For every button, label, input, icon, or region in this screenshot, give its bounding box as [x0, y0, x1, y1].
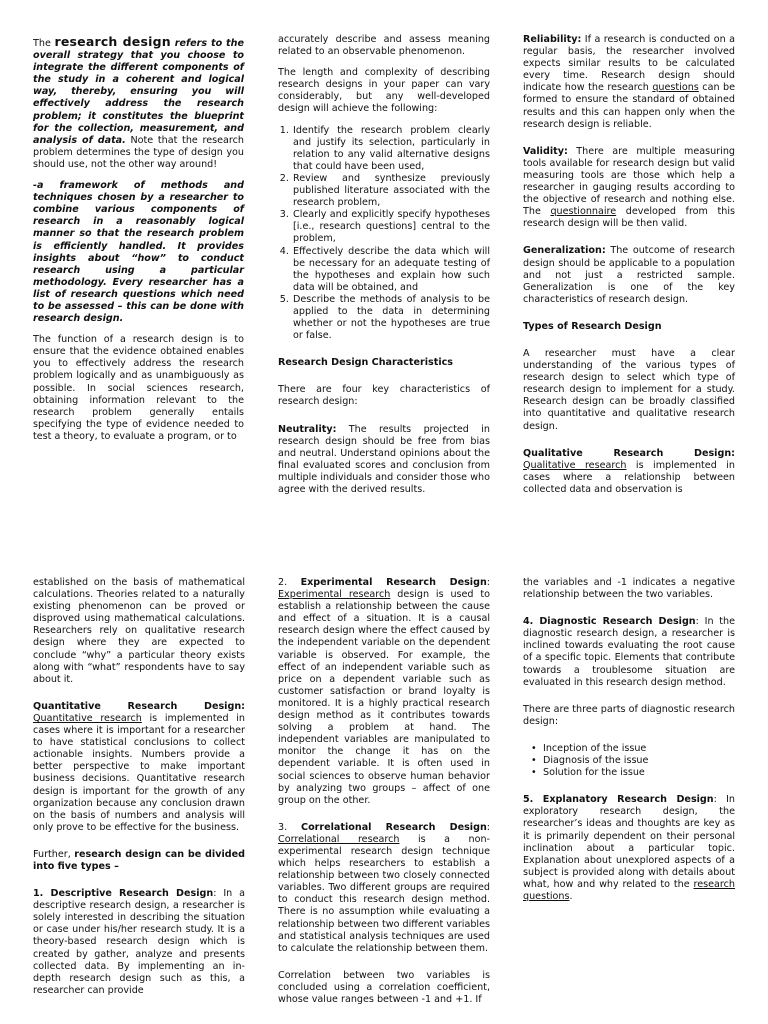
diagnostic-paragraph: 4. Diagnostic Research Design: In the diagnostic research design, a researcher is inclined towards evaluating the root cause of a specific topic. Elements that contribute towards a troublesome situation are evaluated in this research design method.	[523, 616, 735, 688]
research-design-definition: The research design refers to the overall strategy that you choose to integrate the different components of the study in a coherent and logical way, thereby, ensuring you will effectively address the research problem; it constitutes the blueprint for the collection, measurement, and analysis of data. Note that the research problem determines the type of design you should use, not the other way around!	[33, 34, 244, 170]
list-item: 3. Clearly and explicitly specify hypotheses [i.e., research questions] central to the problem,	[292, 209, 490, 245]
reliability-paragraph: Reliability: If a research is conducted on a regular basis, the researcher involved expects similar results to be calculated every time. Research design should indicate how the research questions can be formed to ensure the standard of obtained results and this can happen only when the research design is reliable.	[523, 34, 736, 130]
bottom-column-2	[278, 577, 490, 1015]
qualitative-paragraph: Qualitative Research Design: Qualitative research is implemented in cases where a relationship between collected data and observation is	[523, 447, 735, 495]
paragraph: Further, research design can be divided into five types –	[33, 848, 245, 872]
term-research-design: research design	[54, 34, 171, 49]
experimental-research-link[interactable]: Experimental research	[278, 589, 391, 601]
list-item: 5. Describe the methods of analysis to be applied to the data in determining whether or not the hypotheses are true or false.	[292, 294, 490, 342]
generalization-paragraph: Generalization: The outcome of research design should be applicable to a population and not just a restricted sample. Generalization is one of the key characteristics of research design.	[523, 245, 735, 305]
paragraph: Correlation between two variables is concluded using a correlation coefficient, whose value ranges between -1 and +1. If	[278, 969, 490, 1005]
list-item: 4. Effectively describe the data which will be necessary for an adequate testing of the hypotheses and explain how such data will be obtained, and	[292, 246, 490, 294]
paragraph: established on the basis of mathematical calculations. Theories related to a naturally existing phenomenon can be proved or disproved using mathematical calculations. Researchers rely on qualitative research design where they are expected to conclude “why” a particular theory exists along with “what” respondents have to say about it.	[33, 577, 245, 685]
experimental-paragraph: 2. Experimental Research Design: Experimental research design is used to establish a relationship between the cause and effect of a situation. It is a causal research design where the effect caused by the independent variable on the dependent variable is observed. For example, the effect of an independent variable such as price on a dependent variable such as customer satisfaction or brand loyalty is monitored. It is a highly practical research design method as it contributes towards solving a problem at hand. The independent variables are manipulated to monitor the change it has on the dependent variable. It is often used in social sciences to observe human behavior by analyzing two groups – affect of one group on the other.	[278, 577, 491, 806]
paragraph: The length and complexity of describing research designs in your paper can vary considerably, but any well-developed design will achieve the following:	[278, 67, 490, 115]
explanatory-paragraph: 5. Explanatory Research Design: In exploratory research design, the researcher’s ideas and thoughts are key as it is primarily dependent on their personal inclination about a particular topic. Explanation about unexplored aspects of a subject is provided along with details about what, how and why related to the research questions.	[523, 794, 735, 902]
validity-paragraph: Validity: There are multiple measuring tools available for research design but valid measuring tools are those which help a researcher in gauging results according to the objective of research and nothing else. The questionnaire developed from this research design will be then valid.	[523, 145, 735, 230]
diagnostic-parts-list	[523, 743, 735, 779]
section-heading: Types of Research Design	[523, 320, 662, 332]
qualitative-research-link[interactable]: Qualitative research	[523, 459, 627, 471]
paragraph: accurately describe and assess meaning related to an observable phenomenon.	[278, 34, 490, 58]
paragraph: There are four key characteristics of research design:	[278, 384, 490, 408]
quantitative-paragraph: Quantitative Research Design: Quantitative research is implemented in cases where it is important for a researcher to have statistical conclusions to collect actionable insights. Numbers provide a better perspective to make important business decisions. Quantitative research design is important for the growth of any organization because any conclusion drawn on the basis of numbers and analysis will only prove to be effective for the business.	[33, 700, 245, 833]
questions-link[interactable]: questions	[652, 82, 699, 94]
list-item: 1. Identify the research problem clearly and justify its selection, particularly in relation to any valid alternative designs that could have been used,	[292, 125, 490, 173]
list-item: • Inception of the issue	[533, 743, 735, 755]
list-item: • Diagnosis of the issue	[533, 755, 735, 767]
questionnaire-link[interactable]: questionnaire	[550, 206, 617, 218]
neutrality-paragraph: Neutrality: The results projected in research design should be free from bias and neutral. Understand opinions about the final evaluated scores and conclusion from multiple individuals and consider those who agree with the derived results.	[278, 423, 490, 495]
section-heading: Research Design Characteristics	[278, 357, 454, 369]
top-column-2	[278, 34, 490, 505]
design-goals-list	[278, 125, 490, 343]
function-paragraph: The function of a research design is to ensure that the evidence obtained enables you to effectively address the research problem logically and as unambiguously as possible. In social sciences research, obtaining information relevant to the research problem generally entails specifying the type of evidence needed to test a theory, to evaluate a program, or to	[33, 334, 244, 442]
correlational-paragraph: 3. Correlational Research Design: Correlational research is a non-experimental research design technique which helps researchers to establish a relationship between two closely connected variables. Two different groups are required to conduct this research design method. There is no assumption while evaluating a relationship between two different variables and statistical analysis techniques are used to calculate the relationship between them.	[278, 821, 491, 954]
framework-definition: -a framework of methods and techniques chosen by a researcher to combine various components of research in a reasonably logical manner so that the research problem is efficiently handled. It provides insights about “how” to conduct research using a particular methodology. Every researcher has a list of research questions which need to be assessed – this can be done with research design.	[33, 180, 244, 325]
research-questions-link[interactable]: research questions	[523, 878, 735, 902]
quantitative-research-link[interactable]: Quantitative research	[33, 712, 142, 724]
paragraph: There are three parts of diagnostic research design:	[523, 703, 735, 727]
list-item: 2. Review and synthesize previously published literature associated with the research problem,	[292, 173, 490, 209]
bottom-column-1	[33, 577, 245, 1006]
paragraph: A researcher must have a clear understanding of the various types of research design to select which type of research design to implement for a study. Research design can be broadly classified into quantitative and qualitative research design.	[523, 347, 735, 432]
paragraph: the variables and -1 indicates a negative relationship between the two variables.	[523, 577, 735, 601]
top-column-1	[33, 36, 244, 452]
descriptive-paragraph: 1. Descriptive Research Design: In a descriptive research design, a researcher is solely interested in describing the situation or case under his/her research study. It is a theory-based research design which is created by gather, analyze and presents collected data. By implementing an in-depth research design such as this, a researcher can provide	[33, 888, 245, 996]
correlational-research-link[interactable]: Correlational research	[278, 833, 400, 845]
bottom-column-3	[523, 577, 735, 912]
top-column-3	[523, 34, 735, 505]
list-item: • Solution for the issue	[533, 767, 735, 779]
